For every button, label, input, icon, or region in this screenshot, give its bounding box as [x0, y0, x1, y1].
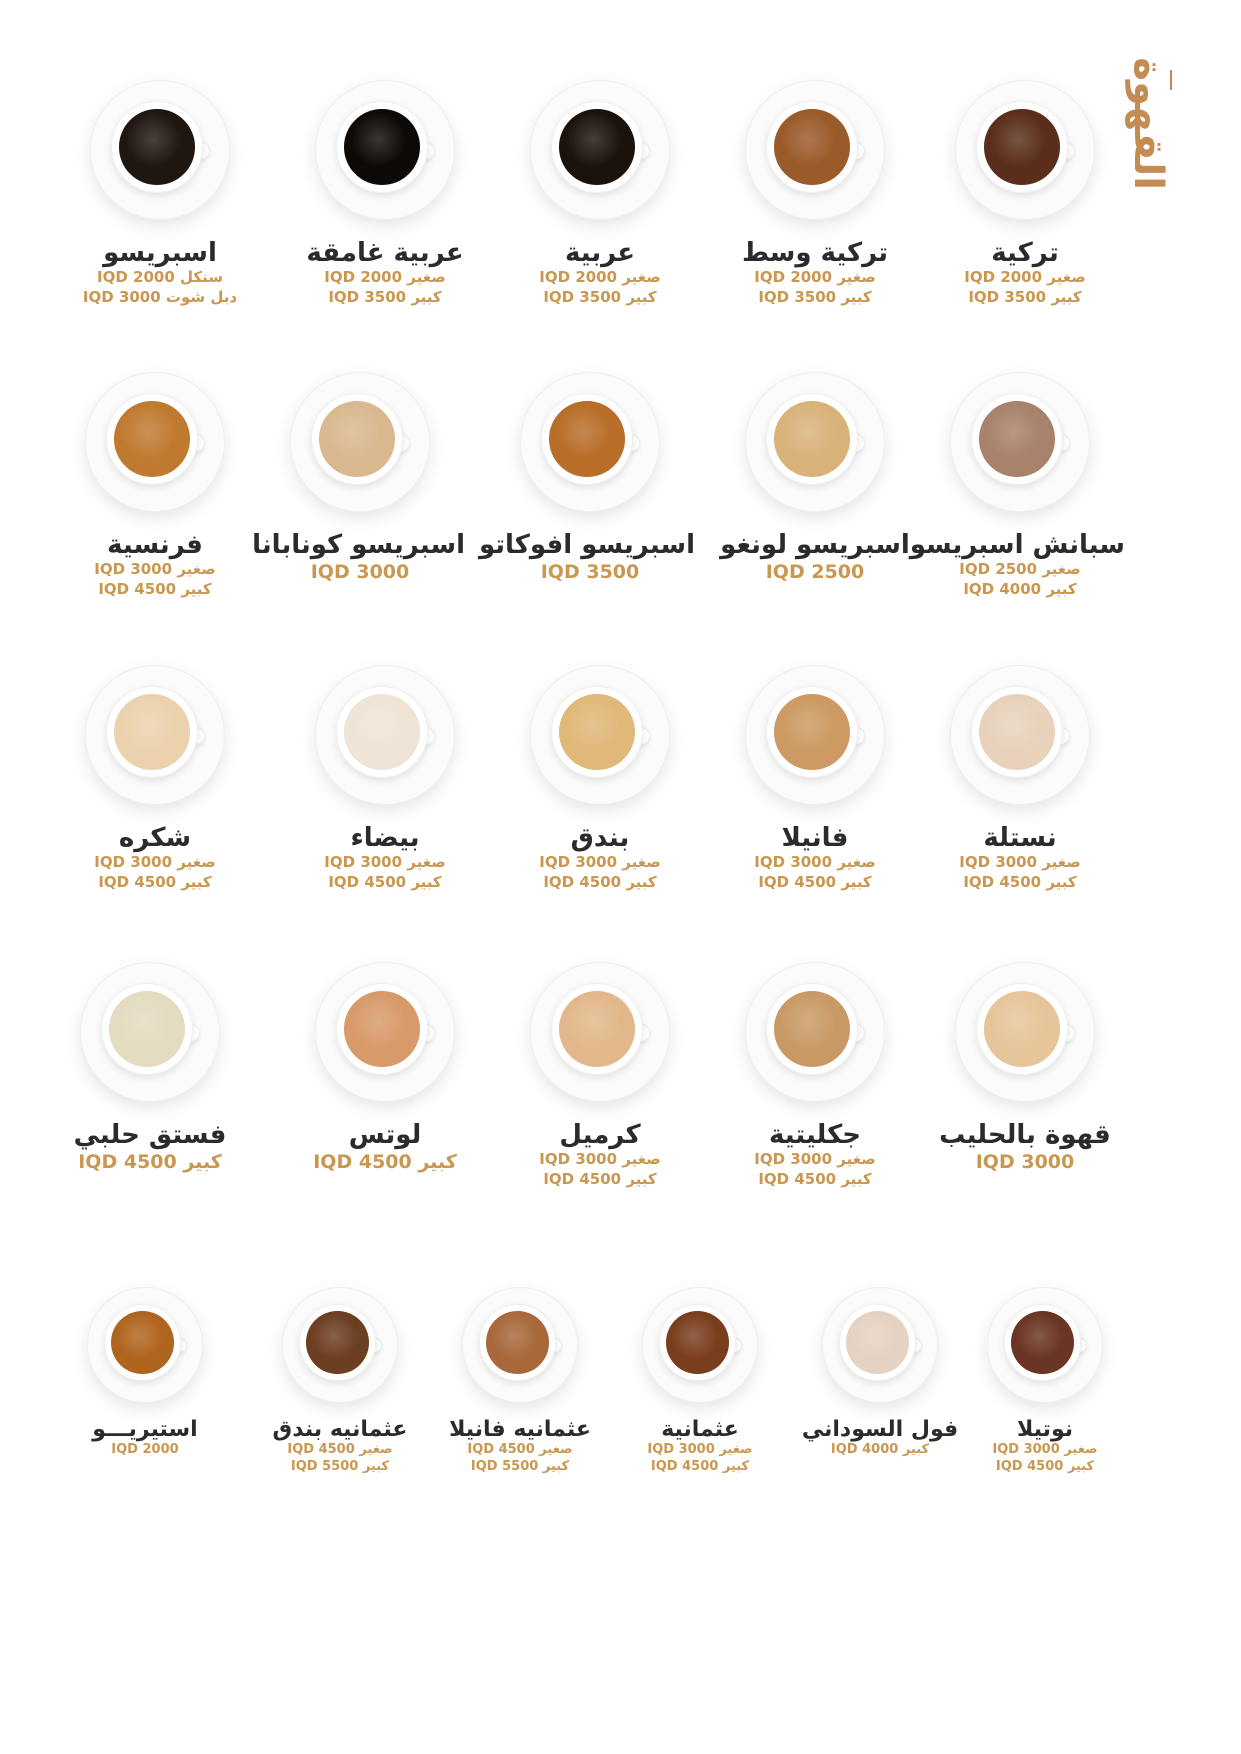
item-price: صغير 3000 IQD	[754, 1150, 876, 1168]
item-price: كبير 4000 IQD	[963, 579, 1077, 598]
coffee-surface	[774, 694, 850, 770]
item-name: تركية وسط	[741, 238, 889, 268]
item-price: كبير 3500 IQD	[328, 287, 442, 306]
item-name: اسبريسو كونابانا	[252, 530, 465, 560]
item-price: صغير 4500 IQD	[467, 1442, 573, 1457]
coffee-surface	[559, 991, 635, 1067]
item-price: كبير 3500 IQD	[968, 287, 1082, 306]
item-price: كبير 4500 IQD	[98, 872, 212, 891]
coffee-surface	[119, 109, 195, 185]
coffee-surface	[344, 109, 420, 185]
coffee-cup-icon	[315, 962, 455, 1102]
item-price: كبير 4500 IQD	[758, 1169, 872, 1188]
item-name: عربية	[564, 238, 636, 268]
menu-item	[775, 1287, 985, 1459]
coffee-surface	[114, 694, 190, 770]
coffee-surface	[774, 401, 850, 477]
menu-item	[495, 80, 705, 307]
item-price: سنكل 2000 IQD	[97, 268, 223, 286]
item-price: صغير 3000 IQD	[94, 853, 216, 871]
item-name: فستق حلبي	[73, 1120, 227, 1150]
coffee-cup-icon	[87, 1287, 203, 1403]
coffee-surface	[559, 109, 635, 185]
item-price: صغير 2000 IQD	[754, 268, 876, 286]
menu-item	[280, 962, 490, 1175]
item-price: صغير 2000 IQD	[964, 268, 1086, 286]
item-price: كبير 4500 IQD	[98, 579, 212, 598]
item-price: صغير 3000 IQD	[754, 853, 876, 871]
coffee-surface	[666, 1311, 729, 1374]
item-price: كبير 4500 IQD	[758, 872, 872, 891]
item-price: كبير 4500 IQD	[328, 872, 442, 891]
coffee-surface	[1011, 1311, 1074, 1374]
coffee-cup-icon	[950, 372, 1090, 512]
coffee-cup-icon	[955, 80, 1095, 220]
menu-item	[478, 372, 695, 585]
coffee-cup-icon	[85, 665, 225, 805]
menu-item	[280, 665, 490, 892]
coffee-cup-icon	[530, 80, 670, 220]
coffee-cup-icon	[520, 372, 660, 512]
coffee-surface	[984, 991, 1060, 1067]
coffee-cup-icon	[282, 1287, 398, 1403]
coffee-surface	[319, 401, 395, 477]
item-price: 3500 IQD	[540, 561, 640, 583]
menu-item	[710, 80, 920, 307]
menu-item	[710, 962, 920, 1189]
coffee-cup-icon	[85, 372, 225, 512]
coffee-surface	[559, 694, 635, 770]
item-name: بندق	[570, 823, 630, 853]
item-name: نوتيلا	[1017, 1417, 1073, 1442]
menu-item	[50, 665, 260, 892]
item-price: كبير 4000 IQD	[830, 1442, 930, 1457]
menu-title-text: القهوة	[1125, 57, 1171, 190]
item-price: كبير 4500 IQD	[963, 872, 1077, 891]
menu-item	[710, 372, 920, 585]
menu-item	[50, 372, 260, 599]
coffee-surface	[979, 401, 1055, 477]
coffee-cup-icon	[530, 962, 670, 1102]
menu-item	[40, 1287, 250, 1459]
menu-item	[252, 372, 465, 585]
item-name: نستلة	[983, 823, 1057, 853]
item-price: صغير 3000 IQD	[94, 560, 216, 578]
item-name: قهوة بالحليب	[939, 1120, 1111, 1150]
coffee-surface	[984, 109, 1060, 185]
item-name: فرنسية	[107, 530, 203, 560]
coffee-cup-icon	[745, 372, 885, 512]
coffee-cup-icon	[290, 372, 430, 512]
coffee-surface	[979, 694, 1055, 770]
item-price: كبير 5500 IQD	[290, 1458, 390, 1474]
item-name: جكليتية	[768, 1120, 862, 1150]
item-name: اسبريسو افوكاتو	[478, 530, 695, 560]
menu-item	[920, 80, 1130, 307]
coffee-cup-icon	[822, 1287, 938, 1403]
item-price: كبير 5500 IQD	[470, 1458, 570, 1474]
item-name: كرميل	[559, 1120, 641, 1150]
coffee-surface	[306, 1311, 369, 1374]
coffee-surface	[549, 401, 625, 477]
item-price: صغير 2000 IQD	[324, 268, 446, 286]
coffee-surface	[846, 1311, 909, 1374]
item-name: عثمانيه فانيلا	[449, 1417, 591, 1442]
item-price: 3000 IQD	[310, 561, 410, 583]
menu-item	[595, 1287, 805, 1476]
coffee-cup-icon	[987, 1287, 1103, 1403]
menu-item	[909, 372, 1125, 599]
coffee-cup-icon	[642, 1287, 758, 1403]
coffee-surface	[774, 991, 850, 1067]
item-name: فول السوداني	[801, 1417, 959, 1442]
coffee-surface	[114, 401, 190, 477]
item-name: بيضاء	[350, 823, 420, 853]
menu-item	[710, 665, 920, 892]
coffee-cup-icon	[462, 1287, 578, 1403]
item-price: صغير 3000 IQD	[647, 1442, 753, 1457]
item-price: صغير 2500 IQD	[959, 560, 1081, 578]
coffee-cup-icon	[745, 962, 885, 1102]
item-price: كبير 4500 IQD	[543, 1169, 657, 1188]
menu-item	[235, 1287, 445, 1476]
item-price: صغير 3000 IQD	[324, 853, 446, 871]
item-name: عثمانيه بندق	[272, 1417, 408, 1442]
item-price: 3000 IQD	[975, 1151, 1075, 1173]
item-price: كبير 3500 IQD	[543, 287, 657, 306]
item-name: تركية	[991, 238, 1059, 268]
coffee-surface	[111, 1311, 174, 1374]
menu-item	[495, 962, 705, 1189]
item-price: 2000 IQD	[111, 1442, 179, 1457]
menu-item	[45, 962, 255, 1175]
item-price: صغير 2000 IQD	[539, 268, 661, 286]
item-name: عربية غامقة	[306, 238, 464, 268]
item-name: شكره	[118, 823, 192, 853]
menu-item	[55, 80, 265, 307]
item-price: كبير 4500 IQD	[650, 1458, 750, 1474]
item-name: استيريـــو	[92, 1417, 198, 1442]
coffee-cup-icon	[315, 80, 455, 220]
item-price: كبير 3500 IQD	[758, 287, 872, 306]
item-price: صغير 3000 IQD	[539, 1150, 661, 1168]
item-name: فانيلا	[781, 823, 849, 853]
item-price: كبير 4500 IQD	[543, 872, 657, 891]
item-price: 2500 IQD	[765, 561, 865, 583]
item-price: صغير 3000 IQD	[959, 853, 1081, 871]
coffee-surface	[344, 991, 420, 1067]
coffee-cup-icon	[955, 962, 1095, 1102]
menu-item	[495, 665, 705, 892]
menu-item	[915, 665, 1125, 892]
coffee-cup-icon	[90, 80, 230, 220]
item-price: صغير 3000 IQD	[992, 1442, 1098, 1457]
item-price: كبير 4500 IQD	[995, 1458, 1095, 1474]
coffee-cup-icon	[745, 665, 885, 805]
item-price: كبير 4500 IQD	[78, 1151, 222, 1173]
coffee-surface	[486, 1311, 549, 1374]
menu-item	[920, 962, 1130, 1175]
coffee-cup-icon	[950, 665, 1090, 805]
item-name: سبانش اسبريسو	[909, 530, 1125, 560]
coffee-cup-icon	[745, 80, 885, 220]
coffee-surface	[344, 694, 420, 770]
item-price: صغير 3000 IQD	[539, 853, 661, 871]
coffee-surface	[109, 991, 185, 1067]
coffee-surface	[774, 109, 850, 185]
menu-item	[415, 1287, 625, 1476]
coffee-cup-icon	[80, 962, 220, 1102]
item-name: لوتس	[348, 1120, 422, 1150]
coffee-cup-icon	[315, 665, 455, 805]
item-price: دبل شوت 3000 IQD	[82, 287, 238, 306]
item-name: اسبريسو	[103, 238, 217, 268]
item-name: عثمانية	[661, 1417, 739, 1442]
menu-item	[280, 80, 490, 307]
item-price: كبير 4500 IQD	[313, 1151, 457, 1173]
coffee-cup-icon	[530, 665, 670, 805]
item-name: اسبريسو لونغو	[720, 530, 910, 560]
item-price: صغير 4500 IQD	[287, 1442, 393, 1457]
